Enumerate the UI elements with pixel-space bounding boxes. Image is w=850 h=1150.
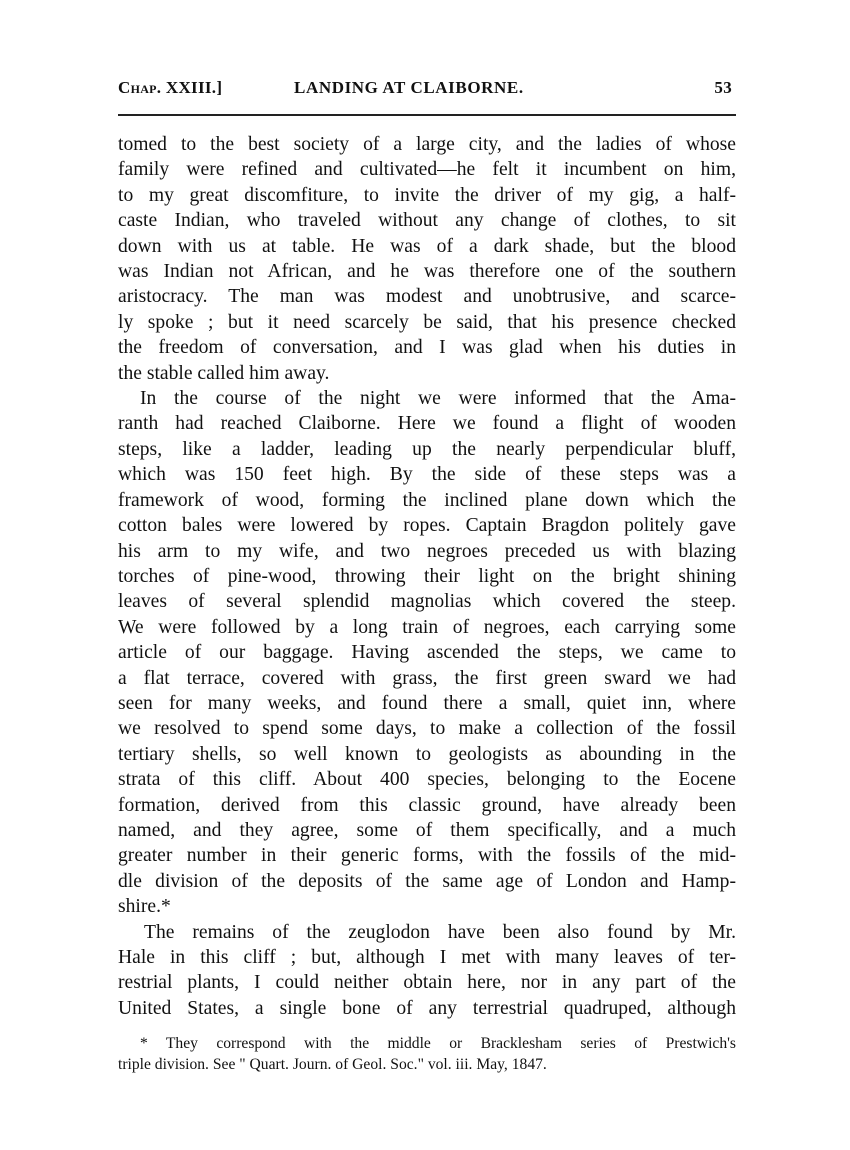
footnote xyxy=(118,1033,736,1075)
text-line: In the course of the night we were informed that the Ama- xyxy=(140,388,736,410)
text-line: United States, a single bone of any terrestrial quadruped, although xyxy=(118,997,736,1019)
text-line: tomed to the best society of a large city, and the ladies of whose xyxy=(118,134,736,155)
page-number: 53 xyxy=(714,78,732,97)
text-line: caste Indian, who traveled without any change of clothes, to sit xyxy=(118,210,736,232)
text-line: ranth had reached Claiborne. Here we found a flight of wooden xyxy=(118,413,736,435)
text-line: leaves of several splendid magnolias which covered the steep. xyxy=(118,591,736,613)
text-line: down with us at table. He was of a dark shade, but the blood xyxy=(118,235,736,257)
text-line: which was 150 feet high. By the side of these steps was a xyxy=(118,464,736,486)
footnote-line: triple division. See " Quart. Journ. of Geol. Soc." vol. iii. May, 1847. xyxy=(118,1056,547,1074)
text-line: formation, derived from this classic ground, have already been xyxy=(118,794,736,816)
text-line: greater number in their generic forms, with the fossils of the mid- xyxy=(118,845,736,867)
text-line: dle division of the deposits of the same age of London and Hamp- xyxy=(118,870,736,892)
text-line: restrial plants, I could neither obtain here, nor in any part of the xyxy=(118,972,736,994)
chapter-label: Chap. XXIII.] xyxy=(118,78,223,97)
text-line: seen for many weeks, and found there a small, quiet inn, where xyxy=(118,692,736,714)
text-line: aristocracy. The man was modest and unobtrusive, and scarce- xyxy=(118,286,736,308)
text-line: a flat terrace, covered with grass, the first green sward we had xyxy=(118,667,736,689)
body-text xyxy=(118,132,736,1021)
book-page xyxy=(118,70,736,1075)
text-line: Hale in this cliff ; but, although I met with many leaves of ter- xyxy=(118,947,736,968)
text-line: shire.* xyxy=(118,896,171,918)
text-line: article of our baggage. Having ascended the steps, we came to xyxy=(118,642,736,664)
text-line: to my great discomfiture, to invite the driver of my gig, a half- xyxy=(118,184,736,206)
text-line: the freedom of conversation, and I was glad when his duties in xyxy=(118,337,736,359)
text-line: The remains of the zeuglodon have been also found by Mr. xyxy=(144,921,736,943)
text-line: named, and they agree, some of them specifically, and a much xyxy=(118,819,736,841)
text-line: the stable called him away. xyxy=(118,362,330,384)
text-line: torches of pine-wood, throwing their light on the bright shining xyxy=(118,565,736,587)
text-line: family were refined and cultivated—he felt it incumbent on him, xyxy=(118,159,736,181)
text-line: his arm to my wife, and two negroes preceded us with blazing xyxy=(118,540,736,562)
text-line: cotton bales were lowered by ropes. Captain Bragdon politely gave xyxy=(118,515,736,537)
header-rule xyxy=(118,114,736,116)
text-line: ly spoke ; but it need scarcely be said, that his presence checked xyxy=(118,311,736,333)
paragraph-3 xyxy=(118,920,736,1022)
text-line: we resolved to spend some days, to make a collection of the fossil xyxy=(118,718,736,740)
paragraph-1 xyxy=(118,132,736,386)
text-line: We were followed by a long train of negroes, each carrying some xyxy=(118,616,736,638)
footnote-line: * They correspond with the middle or Bracklesham series of Prestwich's xyxy=(140,1035,736,1053)
text-line: framework of wood, forming the inclined plane down which the xyxy=(118,489,736,511)
text-line: tertiary shells, so well known to geologists as abounding in the xyxy=(118,743,736,765)
page-title: LANDING AT CLAIBORNE. xyxy=(294,78,524,97)
text-line: steps, like a ladder, leading up the nearly perpendicular bluff, xyxy=(118,438,736,460)
text-line: was Indian not African, and he was therefore one of the southern xyxy=(118,261,736,283)
paragraph-2 xyxy=(118,386,736,920)
text-line: strata of this cliff. About 400 species, belonging to the Eocene xyxy=(118,769,736,791)
running-head xyxy=(118,70,736,100)
